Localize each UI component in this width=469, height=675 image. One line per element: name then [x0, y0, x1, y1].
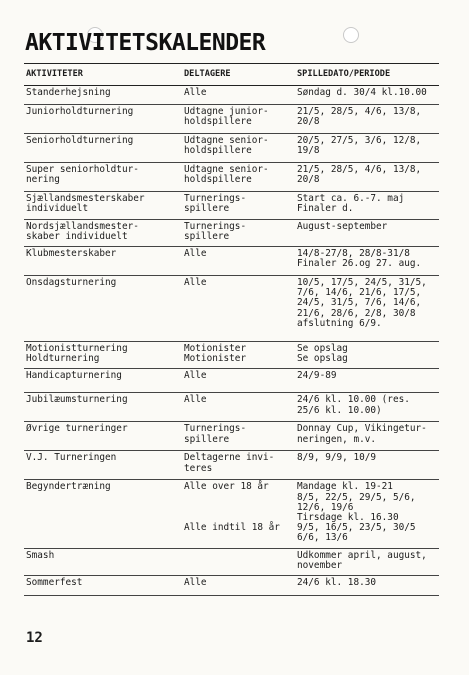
cell-activity: Sommerfest	[24, 576, 182, 596]
cell-activity: Smash	[24, 548, 182, 575]
column-header-participants: DELTAGERE	[182, 64, 295, 86]
table-header-row	[24, 64, 439, 86]
cell-schedule: Se opslag Se opslag	[295, 342, 439, 369]
cell-activity: Jubilæumsturnering	[24, 393, 182, 422]
cell-activity: V.J. Turneringen	[24, 451, 182, 480]
cell-participants: Udtagne senior- holdspillere	[182, 134, 295, 163]
table-row	[24, 163, 439, 192]
activity-calendar-table	[24, 63, 439, 596]
cell-schedule: 10/5, 17/5, 24/5, 31/5, 7/6, 14/6, 21/6, 17/5, 24/5, 31/5, 7/6, 14/6, 21/6, 28/6, 2/8, 30/8 afslutning 6/9.	[295, 276, 439, 342]
table-row	[24, 548, 439, 575]
cell-activity: Begyndertræning	[24, 480, 182, 548]
table-row	[24, 393, 439, 422]
cell-schedule: Udkommer april, august, november	[295, 548, 439, 575]
cell-schedule: Søndag d. 30/4 kl.10.00	[295, 86, 439, 105]
cell-participants: Turnerings- spillere	[182, 219, 295, 246]
table-row	[24, 219, 439, 246]
table-row	[24, 247, 439, 276]
table-row	[24, 451, 439, 480]
table-row	[24, 105, 439, 134]
cell-participants: Alle	[182, 247, 295, 276]
cell-participants: Udtagne junior- holdspillere	[182, 105, 295, 134]
cell-schedule: 21/5, 28/5, 4/6, 13/8, 20/8	[295, 163, 439, 192]
table-row	[24, 422, 439, 451]
cell-activity: Super seniorholdtur- nering	[24, 163, 182, 192]
column-header-activity: AKTIVITETER	[24, 64, 182, 86]
cell-schedule: 8/9, 9/9, 10/9	[295, 451, 439, 480]
cell-activity: Motionistturnering Holdturnering	[24, 342, 182, 369]
cell-schedule: 21/5, 28/5, 4/6, 13/8, 20/8	[295, 105, 439, 134]
table-row	[24, 276, 439, 342]
cell-schedule: 14/8-27/8, 28/8-31/8 Finaler 26.og 27. aug.	[295, 247, 439, 276]
cell-schedule: Mandage kl. 19-21 8/5, 22/5, 29/5, 5/6, 12/6, 19/6 Tirsdage kl. 16.30 9/5, 16/5, 23/5, 30/5 6/6, 13/6	[295, 480, 439, 548]
cell-schedule: 24/6 kl. 10.00 (res. 25/6 kl. 10.00)	[295, 393, 439, 422]
cell-schedule: 24/9-89	[295, 369, 439, 393]
cell-activity: Standerhejsning	[24, 86, 182, 105]
table-row	[24, 576, 439, 596]
cell-activity: Klubmesterskaber	[24, 247, 182, 276]
cell-schedule: 20/5, 27/5, 3/6, 12/8, 19/8	[295, 134, 439, 163]
cell-schedule: 24/6 kl. 18.30	[295, 576, 439, 596]
cell-participants: Turnerings- spillere	[182, 422, 295, 451]
cell-schedule: Donnay Cup, Vikingetur- neringen, m.v.	[295, 422, 439, 451]
cell-participants: Turnerings- spillere	[182, 192, 295, 219]
table-row	[24, 134, 439, 163]
cell-participants	[182, 548, 295, 575]
binder-hole	[343, 27, 359, 43]
cell-participants: Alle	[182, 276, 295, 342]
cell-activity: Nordsjællandsmester- skaber individuelt	[24, 219, 182, 246]
cell-participants: Alle	[182, 369, 295, 393]
table-row	[24, 86, 439, 105]
cell-participants: Alle over 18 år Alle indtil 18 år	[182, 480, 295, 548]
cell-activity: Juniorholdturnering	[24, 105, 182, 134]
table-row	[24, 342, 439, 369]
cell-activity: Sjællandsmesterskaber individuelt	[24, 192, 182, 219]
cell-participants: Deltagerne invi- teres	[182, 451, 295, 480]
table-row	[24, 480, 439, 548]
cell-participants: Alle	[182, 86, 295, 105]
cell-activity: Onsdagsturnering	[24, 276, 182, 342]
table-row	[24, 369, 439, 393]
column-header-schedule: SPILLEDATO/PERIODE	[295, 64, 439, 86]
cell-participants: Alle	[182, 576, 295, 596]
cell-participants: Motionister Motionister	[182, 342, 295, 369]
cell-schedule: August-september	[295, 219, 439, 246]
cell-activity: Seniorholdturnering	[24, 134, 182, 163]
cell-activity: Handicapturnering	[24, 369, 182, 393]
page-number: 12	[26, 630, 43, 646]
cell-schedule: Start ca. 6.-7. maj Finaler d.	[295, 192, 439, 219]
page-title: AKTIVITETSKALENDER	[25, 30, 266, 56]
cell-participants: Udtagne senior- holdspillere	[182, 163, 295, 192]
cell-activity: Øvrige turneringer	[24, 422, 182, 451]
cell-participants: Alle	[182, 393, 295, 422]
table-row	[24, 192, 439, 219]
